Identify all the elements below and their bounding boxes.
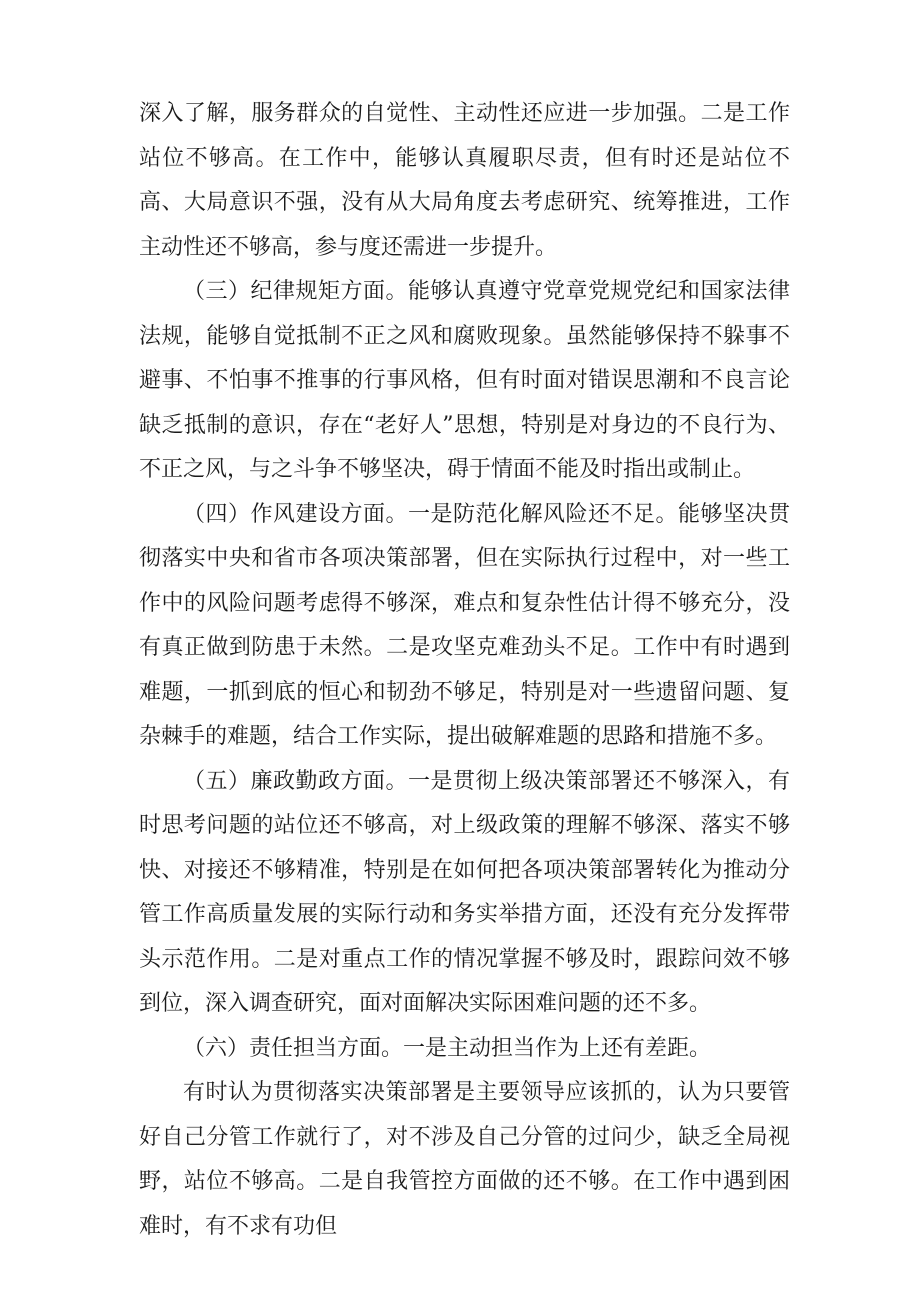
paragraph-work-style: （四）作风建设方面。一是防范化解风险还不足。能够坚决贯彻落实中央和省市各项决策部署，但在实际执行过程中，对一些工作中的风险问题考虑得不够深，难点和复杂性估计得不够充分，没有真正做到防患于未然。二是攻坚克难劲头不足。工作中有时遇到难题，一抓到底的恒心和韧劲不够足，特别是对一些遗留问题、复杂棘手的难题，结合工作实际，提出破解难题的思路和措施不多。 [139, 501, 790, 749]
paragraph-responsibility: （六）责任担当方面。一是主动担当作为上还有差距。 [183, 1035, 712, 1061]
paragraph-responsibility-detail: 有时认为贯彻落实决策部署是主要领导应该抓的，认为只要管好自己分管工作就行了，对不涉及自己分管的过问少，缺乏全局视野，站位不够高。二是自我管控方面做的还不够。在工作中遇到困难时，有不求有功但 [139, 1080, 790, 1239]
paragraph-continuation: 深入了解，服务群众的自觉性、主动性还应进一步加强。二是工作站位不够高。在工作中，能够认真履职尽责，但有时还是站位不高、大局意识不强，没有从大局角度去考虑研究、统筹推进，工作主动性还不够高，参与度还需进一步提升。 [139, 101, 790, 260]
paragraph-discipline-rules: （三）纪律规矩方面。能够认真遵守党章党规党纪和国家法律法规，能够自觉抵制不正之风和腐败现象。虽然能够保持不躲事不避事、不怕事不推事的行事风格，但有时面对错误思潮和不良言论缺乏抵制的意识，存在“老好人”思想，特别是对身边的不良行为、不正之风，与之斗争不够坚决，碍于情面不能及时指出或制止。 [139, 279, 790, 482]
document-body [139, 92, 790, 1249]
paragraph-integrity-diligence: （五）廉政勤政方面。一是贯彻上级决策部署还不够深入，有时思考问题的站位还不够高，对上级政策的理解不够深、落实不够快、对接还不够精准，特别是在如何把各项决策部署转化为推动分管工作高质量发展的实际行动和务实举措方面，还没有充分发挥带头示范作用。二是对重点工作的情况掌握不够及时，跟踪问效不够到位，深入调查研究，面对面解决实际困难问题的还不多。 [139, 768, 790, 1016]
